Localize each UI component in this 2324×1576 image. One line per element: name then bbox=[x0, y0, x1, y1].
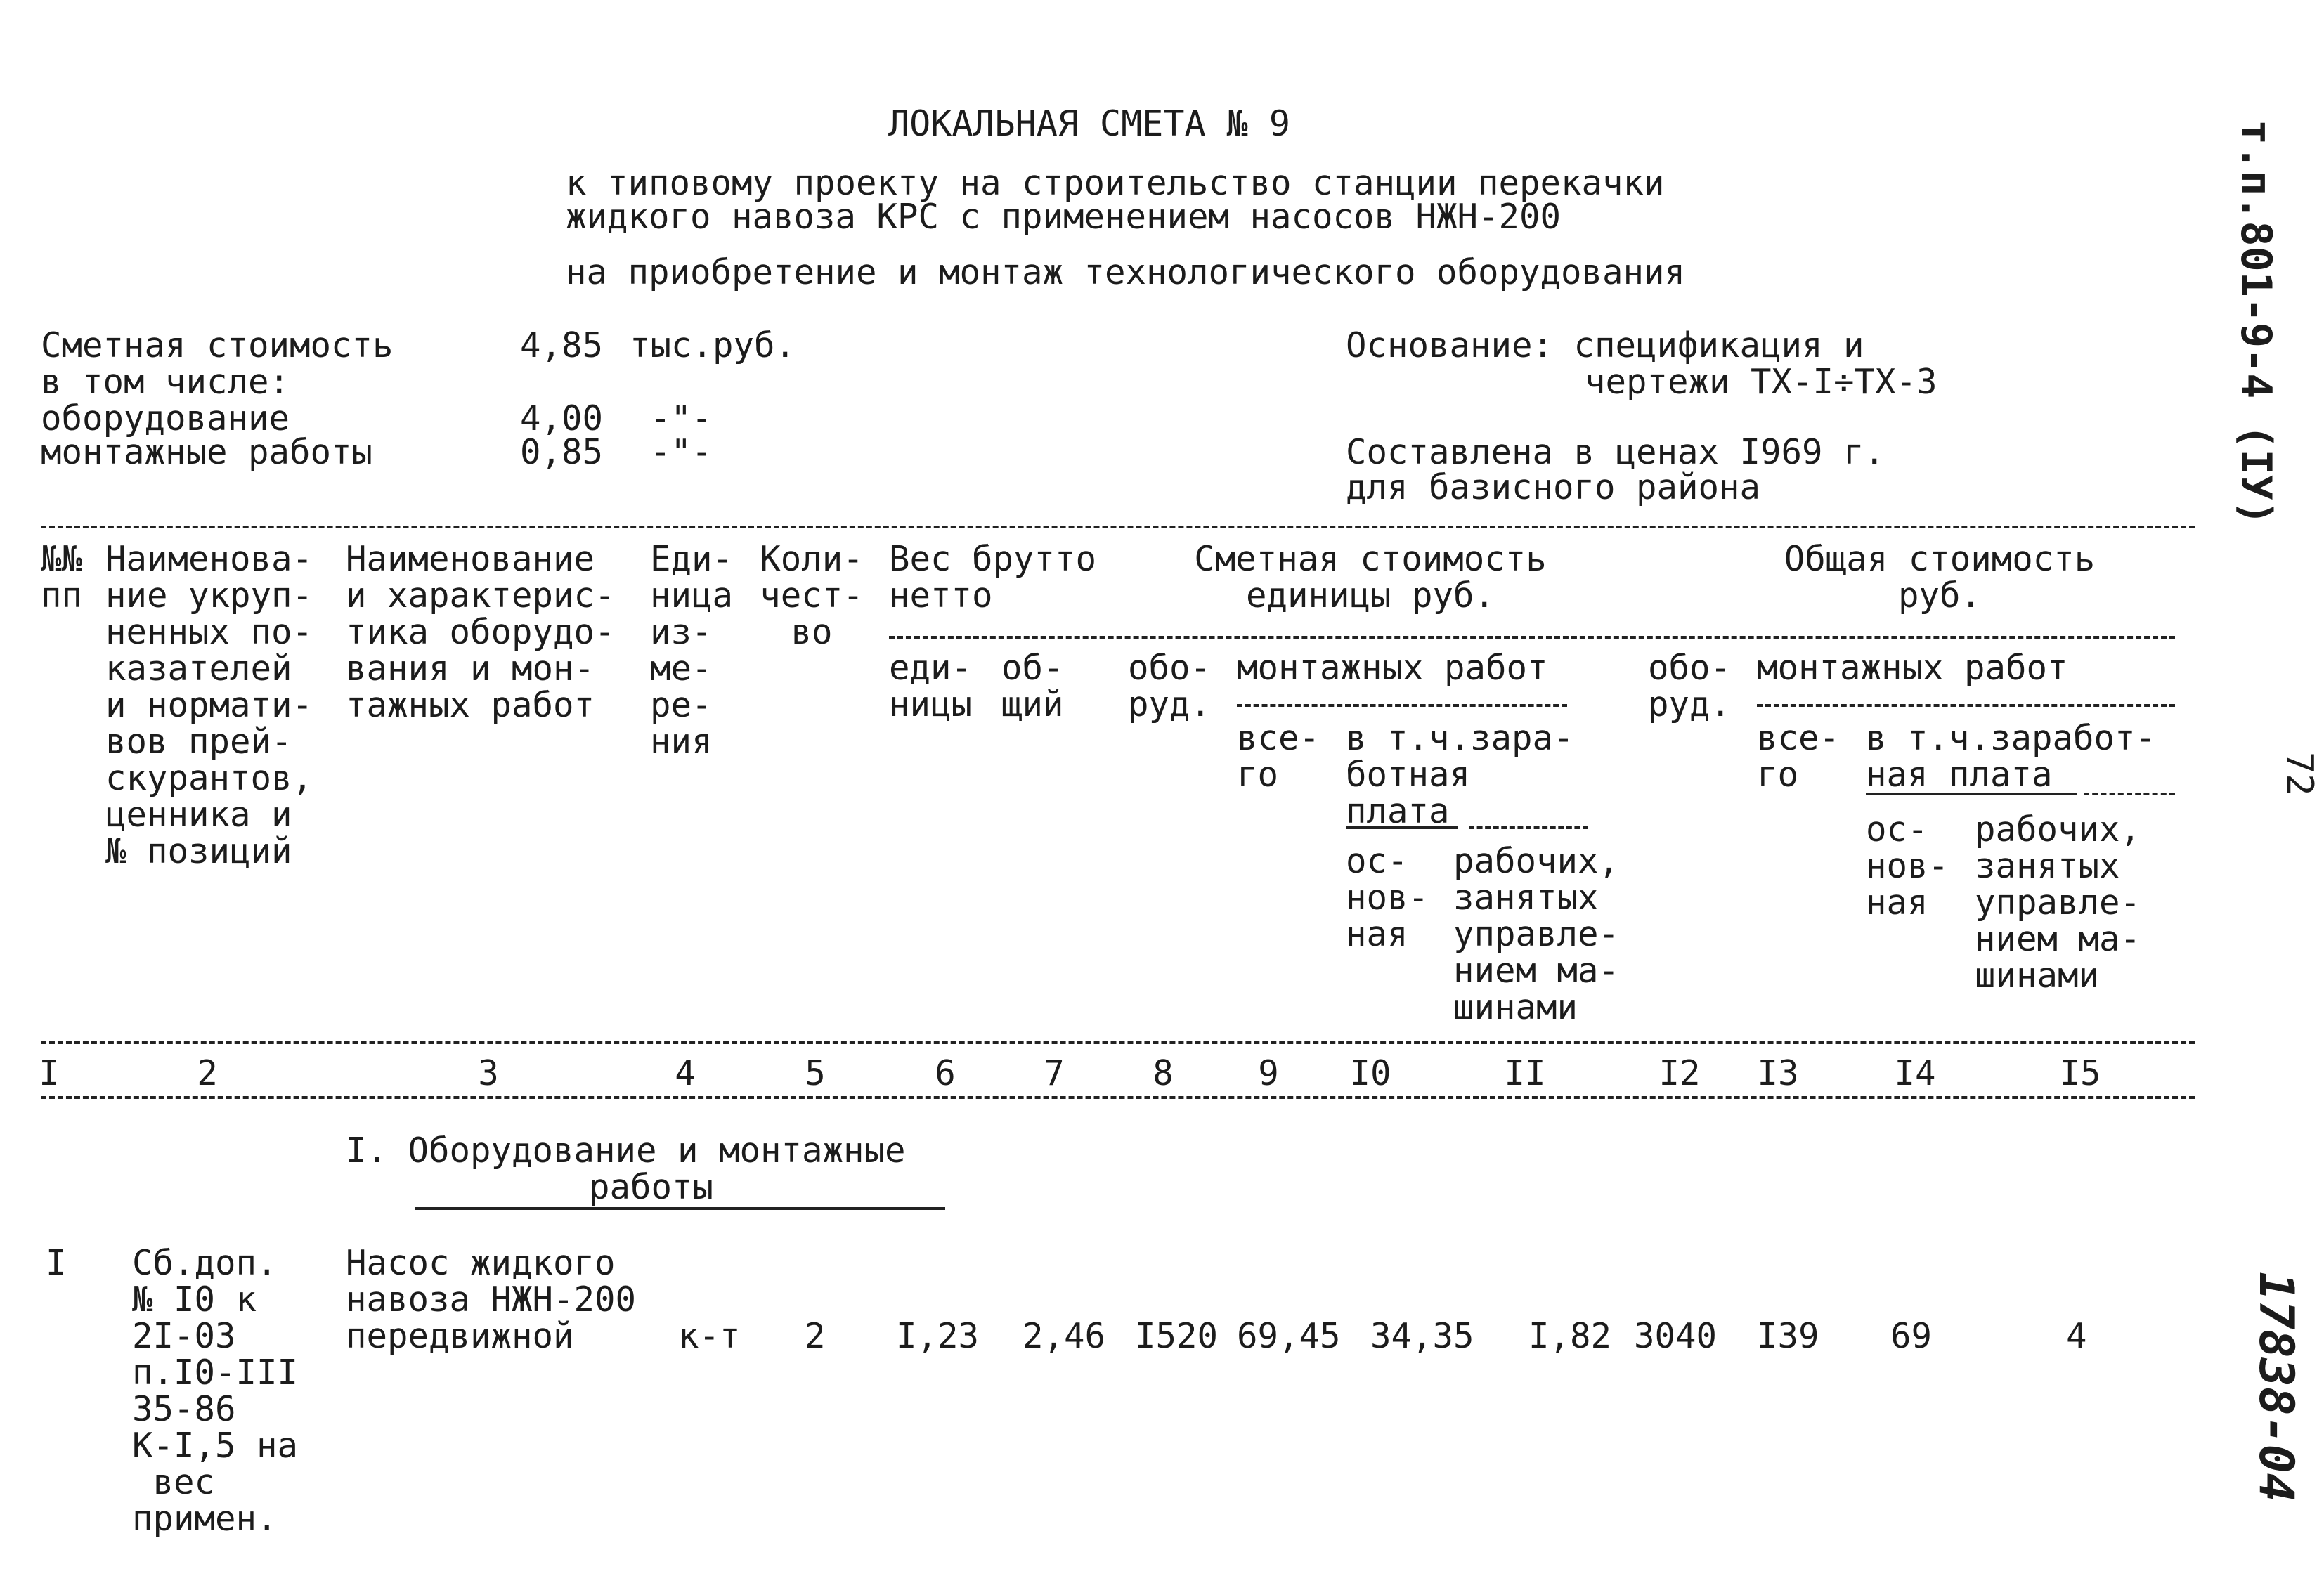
header-underline-wage-total bbox=[1866, 793, 2077, 795]
summary-label-mounting: монтажные работы bbox=[41, 432, 373, 472]
summary-value-equipment: 4,00 bbox=[520, 398, 604, 438]
row-cost-mount-workers: I,82 bbox=[1528, 1316, 1612, 1356]
row-reference: Сб.доп. № I0 к 2I-03 п.I0-III 35-86 К-I,5 на вес примен. bbox=[132, 1243, 299, 1539]
colnum-10: I0 bbox=[1349, 1053, 1391, 1093]
header-unit-mount-total: все- го bbox=[1237, 718, 1320, 795]
row-unit: к-т bbox=[678, 1316, 741, 1356]
section-title-cont: работы bbox=[589, 1167, 714, 1207]
subtitle-line-2: жидкого навоза КРС с применением насосов НЖН-200 bbox=[566, 197, 1562, 237]
row-quantity: 2 bbox=[805, 1316, 826, 1356]
header-total-wage-workers: рабочих, занятых управле- нием ма- шинами bbox=[1975, 809, 2141, 996]
colnum-4: 4 bbox=[675, 1053, 696, 1093]
row-weight-unit: I,23 bbox=[896, 1316, 980, 1356]
header-weight-total: об- щий bbox=[1001, 648, 1064, 724]
row-name: Насос жидкого навоза НЖН-200 передвижной bbox=[346, 1243, 637, 1356]
row-total-mount-total: I39 bbox=[1757, 1316, 1819, 1356]
colnum-5: 5 bbox=[805, 1053, 826, 1093]
summary-unit-mounting: -"- bbox=[650, 432, 713, 472]
table-top-rule bbox=[41, 526, 2195, 528]
document-title: ЛОКАЛЬНАЯ СМЕТА № 9 bbox=[888, 103, 1290, 144]
header-total-mount-wage: в т.ч.заработ- ная плата bbox=[1866, 718, 2157, 795]
basis-line-4: для базисного района bbox=[1346, 467, 1761, 507]
colnum-15: I5 bbox=[2059, 1053, 2101, 1093]
header-rule-wage-total bbox=[2084, 793, 2175, 795]
colnum-14: I4 bbox=[1894, 1053, 1936, 1093]
header-unit-mount-wage: в т.ч.зара- ботная плата bbox=[1346, 718, 1574, 831]
header-col-number: №№ пп bbox=[41, 539, 83, 616]
colnum-bottom-rule bbox=[41, 1096, 2195, 1099]
header-weight: Вес брутто нетто bbox=[889, 539, 1097, 616]
colnum-12: I2 bbox=[1658, 1053, 1701, 1093]
colnum-6: 6 bbox=[935, 1053, 956, 1093]
summary-value-mounting: 0,85 bbox=[520, 432, 604, 472]
header-total-mount-total: все- го bbox=[1757, 718, 1841, 795]
summary-value-total: 4,85 bbox=[520, 325, 604, 365]
subtitle-line-1: к типовому проекту на строительство станции перекачки bbox=[566, 163, 1665, 203]
colnum-11: II bbox=[1504, 1053, 1546, 1093]
section-title: I. Оборудование и монтажные bbox=[346, 1131, 906, 1171]
header-rule-wage-unit bbox=[1469, 826, 1588, 829]
row-number: I bbox=[46, 1243, 67, 1283]
header-unit-wage-basic: ос- нов- ная bbox=[1346, 841, 1429, 954]
header-unit-cost: Сметная стоимость единицы руб. bbox=[1194, 539, 1547, 616]
header-col-unit: Еди- ница из- ме- ре- ния bbox=[650, 539, 734, 762]
header-col-name: Наименование и характерис- тика оборудо- вания и мон- тажных работ bbox=[346, 539, 616, 725]
row-cost-mount-total: 69,45 bbox=[1237, 1316, 1341, 1356]
header-unit-mounting: монтажных работ bbox=[1237, 648, 1548, 688]
summary-unit-equipment: -"- bbox=[650, 398, 713, 438]
header-rule-unit-mount bbox=[1237, 704, 1567, 707]
colnum-9: 9 bbox=[1258, 1053, 1279, 1093]
header-col-quantity: Коли- чест- во bbox=[760, 539, 864, 652]
subtitle-line-3: на приобретение и монтаж технологического оборудования bbox=[566, 252, 1686, 292]
summary-label-total: Сметная стоимость bbox=[41, 325, 394, 365]
header-col-reference: Наименова- ние укруп- ненных по- казателей и нормати- вов прей- скурантов, ценника и № позиций bbox=[105, 539, 313, 871]
colnum-1: I bbox=[39, 1053, 60, 1093]
row-weight-total: 2,46 bbox=[1023, 1316, 1106, 1356]
row-total-mount-basic: 69 bbox=[1890, 1316, 1933, 1356]
summary-label-including: в том числе: bbox=[41, 362, 290, 402]
basis-line-2: чертежи ТХ-I÷ТХ-3 bbox=[1585, 362, 1937, 402]
margin-page-number: 72 bbox=[2278, 752, 2320, 796]
header-total-wage-basic: ос- нов- ная bbox=[1866, 809, 1949, 923]
header-unit-equipment: обо- руд. bbox=[1128, 648, 1212, 724]
header-rule-cost-split bbox=[889, 636, 2175, 639]
summary-label-equipment: оборудование bbox=[41, 398, 290, 438]
colnum-13: I3 bbox=[1757, 1053, 1799, 1093]
colnum-top-rule bbox=[41, 1041, 2195, 1044]
colnum-7: 7 bbox=[1044, 1053, 1065, 1093]
section-underline bbox=[415, 1207, 945, 1210]
margin-document-code: 17838-04 bbox=[2248, 1272, 2304, 1502]
margin-project-code: т.п.801-9-4 (IУ) bbox=[2231, 119, 2280, 526]
colnum-3: 3 bbox=[478, 1053, 499, 1093]
header-total-mounting: монтажных работ bbox=[1757, 648, 2068, 688]
basis-line-3: Составлена в ценах I969 г. bbox=[1346, 432, 1885, 472]
summary-unit-total: тыс.руб. bbox=[630, 325, 796, 365]
row-total-mount-workers: 4 bbox=[2066, 1316, 2087, 1356]
header-rule-total-mount bbox=[1757, 704, 2175, 707]
header-unit-wage-workers: рабочих, занятых управле- нием ма- шинами bbox=[1453, 841, 1620, 1027]
header-underline-wage-unit bbox=[1346, 826, 1458, 829]
colnum-8: 8 bbox=[1153, 1053, 1174, 1093]
colnum-2: 2 bbox=[197, 1053, 218, 1093]
basis-line-1: Основание: спецификация и bbox=[1346, 325, 1864, 365]
row-total-equipment: 3040 bbox=[1634, 1316, 1718, 1356]
header-total-equipment: обо- руд. bbox=[1648, 648, 1732, 724]
header-total-cost: Общая стоимость руб. bbox=[1784, 539, 2096, 616]
row-cost-mount-basic: 34,35 bbox=[1370, 1316, 1474, 1356]
row-cost-equipment: I520 bbox=[1135, 1316, 1219, 1356]
header-weight-unit: еди- ницы bbox=[889, 648, 973, 724]
